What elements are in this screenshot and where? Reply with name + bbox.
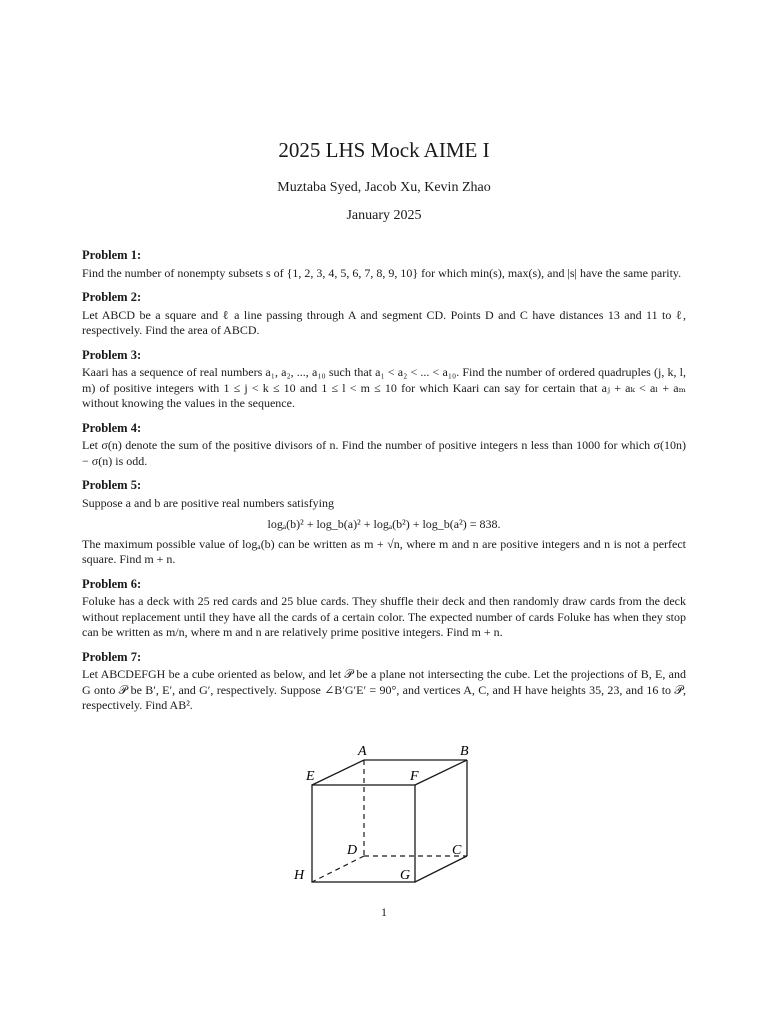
problem-equation: logₐ(b)² + log_b(a)² + logₐ(b²) + log_b(a²) = 838. bbox=[267, 517, 501, 531]
problem-text: Foluke has a deck with 25 red cards and 25 blue cards. They shuffle their deck and then randomly draw cards from the deck without replacement until they have all the cards of a certain color. The expected number of cards Foluke has when they stop can be written as m/n, where m and n are relatively prime positive integers. Find m + n. bbox=[82, 594, 686, 639]
label-a: A bbox=[358, 744, 367, 759]
problem-title: Problem 7: bbox=[82, 649, 142, 664]
document-authors: Muztaba Syed, Jacob Xu, Kevin Zhao bbox=[277, 180, 491, 195]
problem-title: Problem 6: bbox=[82, 576, 142, 591]
problem-text: Suppose a and b are positive real numbers satisfying bbox=[82, 495, 334, 510]
label-d: D bbox=[347, 843, 358, 858]
cube-diagram bbox=[282, 738, 482, 888]
problem-title: Problem 4: bbox=[82, 420, 142, 435]
document-date: January 2025 bbox=[346, 208, 422, 223]
problem-4 bbox=[82, 421, 686, 470]
problem-list bbox=[82, 248, 686, 723]
problem-5 bbox=[82, 478, 686, 568]
problem-title: Problem 2: bbox=[82, 290, 142, 304]
page-number: 1 bbox=[381, 905, 387, 919]
cube-figure bbox=[282, 738, 482, 888]
problem-title: Problem 5: bbox=[82, 478, 142, 492]
problem-7 bbox=[82, 650, 686, 714]
label-e: E bbox=[306, 769, 315, 784]
label-f: F bbox=[410, 769, 419, 784]
label-h: H bbox=[294, 868, 305, 883]
edge-ae bbox=[312, 760, 364, 785]
problem-text: Let ABCD be a square and ℓ a line passing through A and segment CD. Points D and C have distances 13 and 11 to ℓ, respectively. Find the area of ABCD. bbox=[82, 307, 686, 337]
problem-text-continued: The maximum possible value of logₐ(b) can be written as m + √n, where m and n are positive integers and n is not a perfect square. Find m + n. bbox=[82, 536, 686, 566]
problem-text: Let ABCDEFGH be a cube oriented as below, and let 𝒫 be a plane not intersecting the cube. Let the projections of B, E, and G onto 𝒫 be B′, E′, and G′, respectively. Suppose ∠B′G′E′ = 90°, and vertices A, C, and H have heights 35, 23, and 16 to 𝒫, respectively. Find AB². bbox=[82, 667, 686, 712]
document-title: 2025 LHS Mock AIME I bbox=[278, 138, 490, 162]
label-b: B bbox=[460, 744, 469, 759]
edge-dh bbox=[312, 856, 364, 882]
edge-bf bbox=[415, 760, 467, 785]
problem-text: Let σ(n) denote the sum of the positive divisors of n. Find the number of positive integers n less than 1000 for which σ(10n) − σ(n) is odd. bbox=[82, 438, 686, 468]
problem-6 bbox=[82, 577, 686, 641]
label-g: G bbox=[400, 868, 411, 883]
problem-title: Problem 1: bbox=[82, 248, 142, 262]
problem-3 bbox=[82, 348, 686, 412]
problem-1 bbox=[82, 248, 686, 281]
problem-title: Problem 3: bbox=[82, 347, 142, 362]
problem-text: Find the number of nonempty subsets s of {1, 2, 3, 4, 5, 6, 7, 8, 9, 10} for which min(s), max(s), and |s| have the same parity. bbox=[82, 265, 682, 280]
problem-text: Kaari has a sequence of real numbers a₁, a₂, ..., a₁₀ such that a₁ < a₂ < ... < a₁₀. Find the number of ordered quadruples (j, k, l, m) of positive integers with 1 ≤ j < k ≤ 10 and 1 ≤ l < m ≤ 10 for which Kaari can say for certain that aⱼ + aₖ < aₗ + aₘ without knowing the values in the sequence. bbox=[82, 365, 686, 410]
edge-cg bbox=[415, 856, 467, 882]
problem-2 bbox=[82, 290, 686, 339]
label-c: C bbox=[452, 843, 462, 858]
